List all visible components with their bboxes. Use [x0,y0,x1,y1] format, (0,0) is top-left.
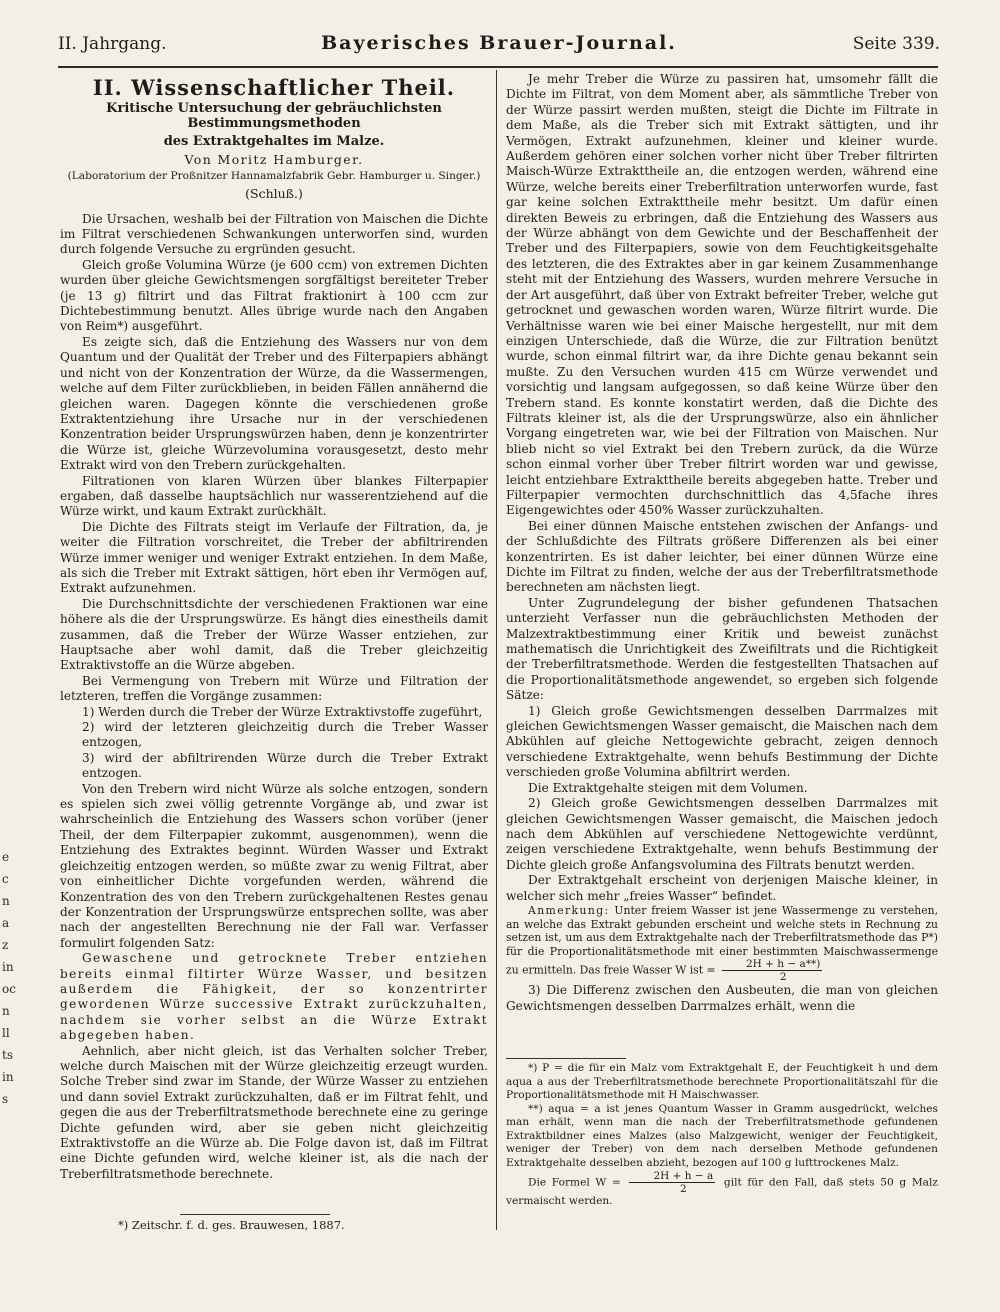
footnote: *) P = die für ein Malz vom Extraktgehalt E, der Feuchtigkeit h und dem aqua a aus der Treberfiltratsmethode berechnete Proportionalitätszahl für die Proportionalitätsmethode mit H Maischwasser. [506,1062,938,1101]
list-item: 2) wird der letzteren gleichzeitig durch die Treber Wasser entzogen, [82,720,488,750]
running-head [58,30,940,60]
right-column [506,72,938,1014]
formula-denominator: 2 [680,1183,687,1195]
paragraph: Je mehr Treber die Würze zu passiren hat, umsomehr fällt die Dichte im Filtrat, von dem Moment aber, als sämmtliche Treber von der Würze passirt werden mußten, steigt die Dichte im Filtrate in dem Maße, als die Treber sich mit Extrakt sättigten, und ihr Vermögen, Extrakt aufzunehmen, kleiner und kleiner wurde. Außerdem gehören einer solchen vorher nicht über Treber filtrirten Maisch-Würze Extrakttheile an, die entzogen werden, während eine Würze, welche bereits einer Treberfiltration unterworfen wurde, fast gar keine solchen Extrakttheile mehr besitzt. Um dafür einen direkten Beweis zu erbringen, daß die Entziehung des Wassers aus der Würze abhängt von dem Gewichte und der Beschaffenheit der Treber und des Filterpapiers, sowie von dem Feuchtigkeitsgehalte des letzteren, die des Extraktes aber in gar keinem Zusammenhange steht mit der Entziehung des Wassers, wurden mehrere Versuche in der Art ausgeführt, daß über von Extrakt befreiter Treber, welche gut getrocknet und gewaschen worden waren, Würze filtrirt wurde. Die Verhältnisse waren wie bei einer Maische hergestellt, nur mit dem einzigen Unterschiede, daß die Würze, die zur Filtration benützt wurde, schon einmal filtrirt war, da ihre Dichte genau bekannt sein mußte. Zu den Versuchen wurden 415 cm Würze verwendet und vorsichtig und langsam aufgegossen, so daß keine Würze über den Trebern stand. Es konnte konstatirt werden, daß die Dichte des Filtrats kleiner ist, als die der Ursprungswürze, also ein ähnlicher Vorgang eingetreten war, wie bei der Filtration von Maischen. Nur blieb nicht so viel Extrakt bei den Trebern zurück, da die Würze schon einmal vorher über Treber filtrirt worden war und gewisse, leicht entziehbare Extrakttheile bereits abgegeben hatte. Treber und Filterpapier vermochten durchschnittlich das 4,5fache ihres Eigengewichtes oder 450% Wasser zurückzuhalten. [506,72,938,518]
margin-fragment: oc [2,982,16,996]
formula-denominator: 2 [779,971,787,984]
byline: Von Moritz Hamburger. [184,152,364,168]
formula-note-after: gilt für den Fall, daß stets 50 g Malz vermaischt werden. [506,1176,938,1207]
formula-numerator: 2H + h − a**) [722,958,822,971]
paragraph: Gleich große Volumina Würze (je 600 ccm) von extremen Dichten wurden über gleiche Gewichtsmengen sorgfältigst bereiteter Treber (je 13 g) filtrirt und das Filtrat fraktionirt à 100 ccm zur Dichtebestimmung benutzt. Alles übrige wurde nach den Angaben von Reim*) ausgeführt. [60,257,488,334]
header-rule [58,66,938,68]
formula-numerator: 2H + h − a [629,1170,715,1183]
adjacent-page-margin [2,846,16,1110]
footnote-rule [180,1214,330,1215]
paragraph: Filtrationen von klaren Würzen über blankes Filterpapier ergaben, daß dasselbe hauptsächlich nur wasserentziehend auf die Würze wirkt, und kaum Extrakt zurückhält. [60,473,488,519]
footnote-rule [506,1058,626,1059]
formula-note [506,1170,938,1209]
margin-fragment: c [2,872,9,886]
note-text: Unter freiem Wasser ist jene Wassermenge zu verstehen, an welche das Extrakt gebunden erscheint und welche stets in Rechnung zu setzen ist, um aus dem Extraktgehalte nach der Treberfiltratsmethode das P*) für die Proportionalitätsmethode mit einer bestimmten Maischwassermenge zu ermitteln. Das freie Wasser W ist = [506,903,938,977]
paragraph: Aehnlich, aber nicht gleich, ist das Verhalten solcher Treber, welche durch Maischen mit der Würze gleichzeitig erzeugt wurden. Solche Treber sind zwar im Stande, der Würze Wasser zu entziehen und dann soviel Extrakt zurückzuhalten, daß er im Filtrat fehlt, und gegen die aus der Treberfiltratsmethode berechnete eine zu geringe Dichte gefunden wird, aber sie geben nicht gleichzeitig Extraktivstoffe an die Würze ab. Die Folge davon ist, daß im Filtrat eine Dichte gefunden wird, welche kleiner ist, als die nach der Treberfiltratsmethode berechnete. [60,1043,488,1181]
affiliation: (Laboratorium der Proßnitzer Hannamalzfabrik Gebr. Hamburger u. Singer.) [67,169,481,182]
margin-fragment: ll [2,1026,10,1040]
footnote: *) Zeitschr. f. d. ges. Brauwesen, 1887. [118,1218,345,1232]
list-item: 1) Werden durch die Treber der Würze Extraktivstoffe zugeführt, [82,704,483,719]
emphasized-thesis: Gewaschene und getrocknete Treber entziehen bereits einmal filtirter Würze Wasser, und besitzen außerdem die Fähigkeit, der so konzentrirter gewordenen Würze successive Extrakt zurückzuhalten, nachdem sie vorher selbst an die Würze Extrakt abgegeben haben. [60,951,488,1043]
volume-label: II. Jahrgang. [58,34,167,54]
margin-fragment: e [2,850,10,864]
margin-fragment: n [2,894,10,908]
paragraph: Bei einer dünnen Maische entstehen zwischen der Anfangs- und der Schlußdichte des Filtrats größere Differenzen als bei einer konzentrirten. Es ist daher leichter, bei einer dünnen Würze eine Dichte im Filtrat zu finden, welche der aus der Treberfiltratsmethode berechneten am nächsten liegt. [506,518,938,595]
paragraph: Die Dichte des Filtrats steigt im Verlaufe der Filtration, da, je weiter die Filtration vorschreitet, die Treber der abfiltrirenden Würze immer weniger und weniger Extrakt entziehen. In dem Maße, als sich die Treber mit Extrakt sättigen, hört eben ihr Vermögen auf, Extrakt aufzunehmen. [60,519,488,596]
paragraph: Bei Vermengung von Trebern mit Würze und Filtration der letzteren, treffen die Vorgänge zusammen: [60,673,488,704]
journal-title: Bayerisches Brauer-Journal. [321,32,677,54]
annotation-note [506,904,938,983]
paragraph: Die Durchschnittsdichte der verschiedenen Fraktionen war eine höhere als die der Ursprungswürze. Es hängt dies einestheils damit zusammen, daß die Treber der Würze Wasser entziehen, zur Hauptsache aber wohl damit, daß die Treber gleichzeitig Extraktivstoffe an die Würze abgeben. [60,596,488,673]
free-water-formula [722,958,822,983]
paragraph: Es zeigte sich, daß die Entziehung des Wassers nur von dem Quantum und der Qualität der Treber und des Filterpapiers abhängt und nicht von der Konzentration der Würze, da die Wassermengen, welche auf dem Filter zurückblieben, in beiden Fällen annähernd die gleichen waren. Dagegen könnte die verschiedenen große Extraktentziehung ihre Ursache nur in der verschiedenen Konzentration beider Ursprungswürzen haben, denn je konzentrirter die Würze ist, gleiche Würzevolumina vorausgesetzt, desto mehr Extrakt wird von den Trebern zurückgehalten. [60,334,488,473]
margin-fragment: in [2,1070,14,1084]
margin-fragment: ts [2,1048,13,1062]
margin-fragment: s [2,1092,9,1106]
paragraph: Der Extraktgehalt erscheint von derjenigen Maische kleiner, in welcher sich mehr „freies Wasser“ befindet. [506,873,938,903]
paragraph: Von den Trebern wird nicht Würze als solche entzogen, sondern es spielen sich zwei völlig getrennte Vorgänge ab, und zwar ist wahrscheinlich die Entziehung des Wassers schon vorüber (jener Theil, der dem Filterpapier zukommt, ausgenommen), wenn die Entziehung des Extraktes beginnt. Würden Wasser und Extrakt gleichzeitig entzogen werden, so müßte zwar zu wenig Filtrat, aber von einheitlicher Dichte vorgefunden werden, während die Konzentration des von den Trebern zurückgehaltenen Restes genau der Konzentration der Ursprungswürze entsprechen sollte, was aber nach der angestellten Berechnung nie der Fall war. Verfasser formulirt folgenden Satz: [60,781,488,950]
footnotes [506,1062,938,1209]
margin-fragment: a [2,916,10,930]
column-divider [496,70,497,1230]
conclusion-mark: (Schluß.) [245,186,303,202]
left-column [60,72,488,1182]
paragraph: 2) Gleich große Gewichtsmengen desselben Darrmalzes mit gleichen Gewichtsmengen Wasser gemaischt, die Maischen jedoch nach dem Abkühlen auf verschiedene Nettogewichte verdünnt, zeigen verschiedene Extraktgehalte, wenn behufs Bestimmung der Dichte gleich große Anfangsvolumina des Filtrats benutzt werden. [506,796,938,872]
list-item: 3) wird der abfiltrirenden Würze durch die Treber Extrakt entzogen. [82,750,488,781]
paragraph: 3) Die Differenz zwischen den Ausbeuten, die man von gleichen Gewichtsmengen desselben Darrmalzes erhält, wenn die [506,983,938,1013]
margin-fragment: in [2,960,14,974]
paragraph: 1) Gleich große Gewichtsmengen desselben Darrmalzes mit gleichen Gewichtsmengen Wasser gemaischt, die Maischen nach dem Abkühlen auf gleiche Nettogewichte gebracht, zeigen dennoch verschiedene Extraktgehalte, wenn behufs Bestimmung der Dichte verschieden große Volumina abfiltrirt werden. [506,703,938,780]
paragraph: Unter Zugrundelegung der bisher gefundenen Thatsachen unterzieht Verfasser nun die gebräuchlichsten Methoden der Malzextraktbestimmung einer Kritik und beweist zunächst mathematisch die Unrichtigkeit des Zweifiltrats und die Richtigkeit der Treberfiltratsmethode. Werden die festgestellten Thatsachen auf die Proportionalitätsmethode angewendet, so ergeben sich folgende Sätze: [506,595,938,703]
article-title-line-1: Kritische Untersuchung der gebräuchlichsten Bestimmungsmethoden [106,101,442,132]
article-title-line-2: des Extraktgehaltes im Malze. [163,134,385,150]
margin-fragment: z [2,938,9,952]
margin-fragment: n [2,1004,10,1018]
footnote: **) aqua = a ist jenes Quantum Wasser in Gramm ausgedrückt, welches man erhält, wenn man die nach der Treberfiltratsmethode gefundenen Extraktbildner eines Malzes (also Malzgewicht, weniger der Feuchtigkeit, weniger der Treber) von dem nach derselben Methode gefundenen Extraktgehalte desselben abzieht, bezogen auf 100 g lufttrockenes Malz. [506,1102,938,1169]
paragraph: Die Ursachen, weshalb bei der Filtration von Maischen die Dichte im Filtrat verschiedenen Schwankungen unterworfen sind, wurden durch folgende Versuche zu ergründen gesucht. [60,211,488,257]
note-label: Anmerkung: [528,903,610,917]
paragraph: Die Extraktgehalte steigen mit dem Volumen. [528,780,808,795]
page-number: Seite 339. [852,34,940,54]
formula-note-before: Die Formel W = [528,1176,621,1189]
formula-fraction [629,1170,715,1195]
section-title: II. Wissenschaftlicher Theil. [92,75,456,100]
